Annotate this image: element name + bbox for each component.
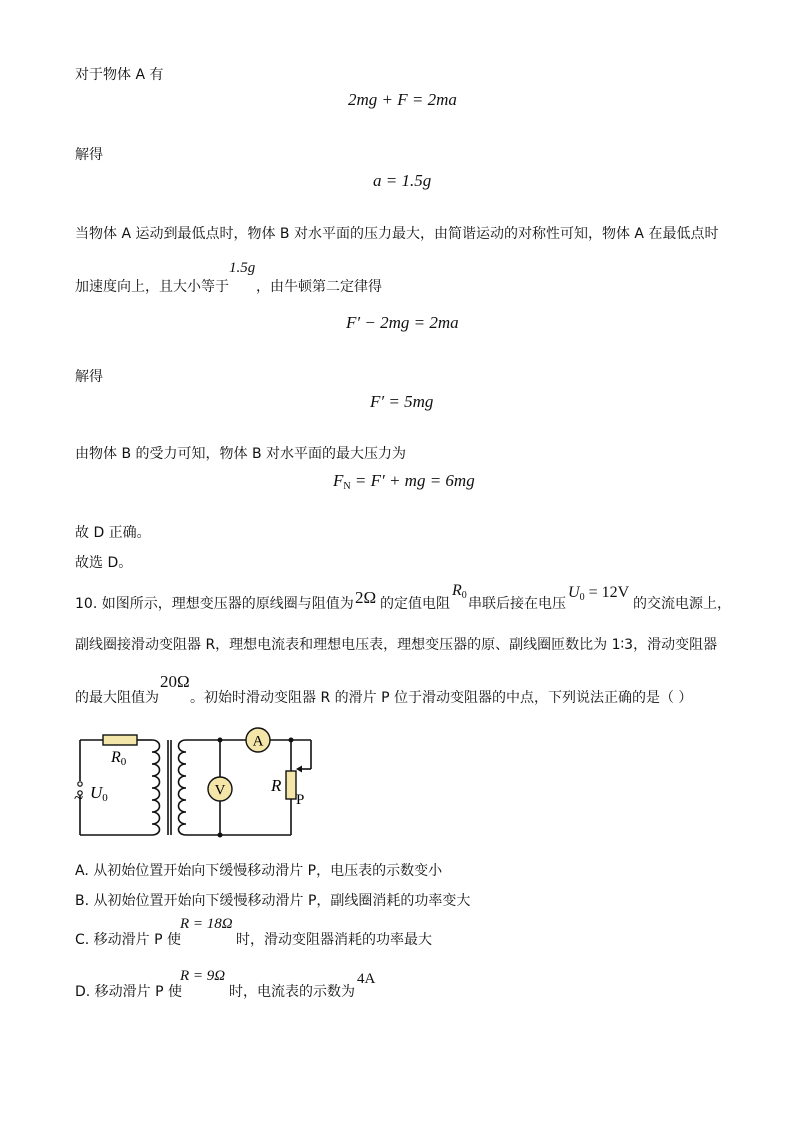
- text-line: 故 D 正确。: [75, 525, 151, 541]
- inline-math: [568, 584, 629, 603]
- option-d-math: R = 9Ω: [180, 968, 226, 984]
- r0-label: R0: [111, 749, 127, 768]
- equation: 2mg + F = 2ma: [348, 90, 457, 109]
- r-label: R: [271, 776, 282, 795]
- slider-arrow-icon: [296, 766, 302, 773]
- eq-rest: = F′ + mg = 6mg: [350, 471, 475, 490]
- text-line: 对于物体 A 有: [75, 67, 164, 83]
- source-terminal: [78, 782, 82, 786]
- option-d-text: 时，电流表的示数为: [229, 984, 355, 1000]
- junction-dot: [218, 833, 223, 838]
- option-a: A. 从初始位置开始向下缓慢移动滑片 P，电压表的示数变小: [75, 863, 443, 879]
- text-line: 当物体 A 运动到最低点时，物体 B 对水平面的压力最大，由简谐运动的对称性可知，物体 A 在最低点时: [75, 226, 719, 242]
- math-subscript: 0: [579, 592, 585, 603]
- math-subscript: 0: [461, 590, 467, 601]
- eq-subscript: N: [343, 481, 351, 492]
- math-value: = 12V: [584, 584, 630, 601]
- text-line: 加速度向上，且大小等于: [75, 279, 229, 295]
- question-line: 10. 如图所示，理想变压器的原线圈与阻值为: [75, 596, 354, 612]
- option-b: B. 从初始位置开始向下缓慢移动滑片 P，副线圈消耗的功率变大: [75, 893, 471, 909]
- equation: a = 1.5g: [373, 171, 432, 190]
- math-symbol: R: [452, 582, 462, 599]
- inline-math: [452, 582, 467, 601]
- question-line: 的交流电源上，: [633, 596, 731, 612]
- eq-symbol: F: [333, 471, 344, 490]
- voltmeter-label: V: [214, 782, 226, 799]
- circuit-diagram: [70, 725, 330, 845]
- inline-math: 2Ω: [355, 588, 377, 607]
- inline-math: 20Ω: [160, 672, 190, 691]
- junction-dot: [289, 738, 294, 743]
- option-c-math: R = 18Ω: [180, 916, 233, 932]
- option-c: C. 移动滑片 P 使: [75, 932, 182, 948]
- inline-math: 1.5g: [229, 260, 256, 276]
- question-line: 。初始时滑动变阻器 R 的滑片 P 位于滑动变阻器的中点，下列说法正确的是（ ）: [190, 690, 693, 706]
- p-label: P: [296, 792, 305, 808]
- question-line: 的最大阻值为: [75, 690, 159, 706]
- r0-resistor: [103, 735, 137, 745]
- math-symbol: U: [568, 584, 580, 601]
- equation: F′ = 5mg: [370, 392, 434, 411]
- junction-dot: [218, 738, 223, 743]
- equation: F′ − 2mg = 2ma: [346, 313, 459, 332]
- question-line: 副线圈接滑动变阻器 R，理想电流表和理想电压表，理想变压器的原、副线圈匝数比为 1∶3，滑动变阻器: [75, 637, 718, 653]
- option-d: D. 移动滑片 P 使: [75, 984, 183, 1000]
- equation: [333, 471, 475, 492]
- u0-label: U0: [90, 783, 108, 804]
- question-line: 的定值电阻: [380, 596, 450, 612]
- text-line: 解得: [75, 147, 103, 163]
- text-line: 由物体 B 的受力可知，物体 B 对水平面的最大压力为: [75, 446, 407, 462]
- text-line: 解得: [75, 369, 103, 385]
- question-line: 串联后接在电压: [468, 596, 566, 612]
- text-line: ，由牛顿第二定律得: [256, 279, 382, 295]
- rheostat: [286, 771, 296, 799]
- ammeter-label: A: [252, 733, 264, 750]
- ac-symbol: ~: [74, 788, 84, 807]
- text-line: 故选 D。: [75, 555, 133, 571]
- option-c-text: 时，滑动变阻器消耗的功率最大: [236, 932, 432, 948]
- option-d-value: 4A: [357, 971, 376, 987]
